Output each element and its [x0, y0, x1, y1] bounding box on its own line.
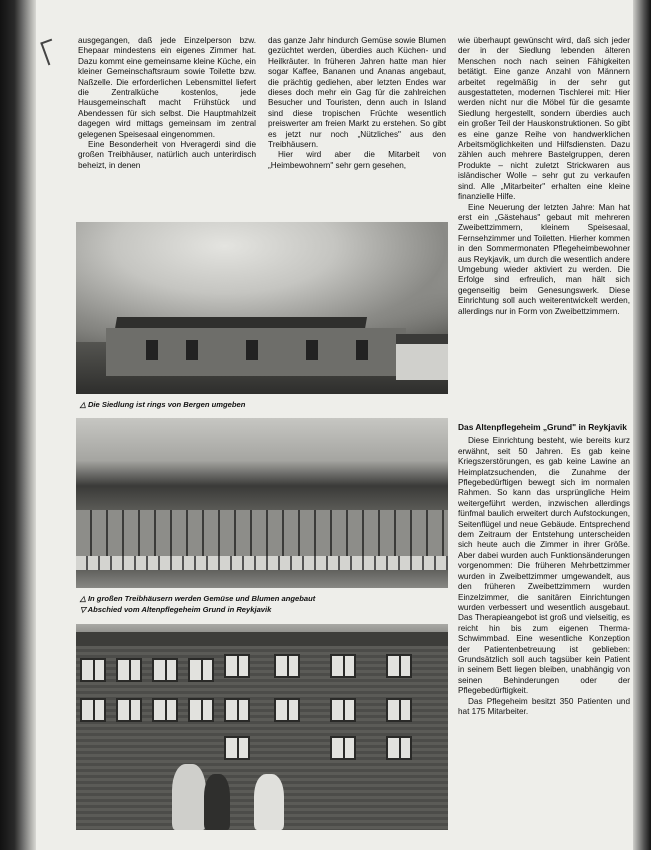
paragraph: Das Pflegeheim besitzt 350 Patienten und hat 175 Mitarbeiter.	[458, 696, 630, 716]
photo-person	[172, 764, 206, 830]
photo-greenhouse-base	[76, 556, 448, 570]
photo-window	[224, 736, 250, 760]
photo-caption: ▽ Abschied vom Altenpflegeheim Grund in Reykjavik	[80, 605, 272, 614]
text-column-1	[78, 36, 256, 214]
text-column-2	[268, 36, 446, 214]
paragraph: das ganze Jahr hindurch Gemüse sowie Blumen gezüchtet werden, überdies auch Küchen- und Heilkräuter. In früheren Jahren hatte man hier sogar Kaffee, Bananen und Ananas angebaut, die prächtig gediehen, aber letzten Endes war dieses doch mehr ein Gag für die zahlreichen Besucher und Touristen, denn auch in Island sind diese tropischen Früchte wesentlich preiswerter am freien Markt zu erstehen. So gibt es jetzt nur noch „Nützliches" aus den Treibhäusern.	[268, 36, 446, 150]
photo-window	[224, 654, 250, 678]
photo-window	[306, 340, 318, 360]
photo-caption: △ In großen Treibhäusern werden Gemüse und Blumen angebaut	[80, 594, 316, 603]
photo-window	[330, 736, 356, 760]
photo-window	[188, 658, 214, 682]
photo-window	[80, 698, 106, 722]
photo-window	[274, 654, 300, 678]
photo-window	[152, 658, 178, 682]
photo-window	[386, 698, 412, 722]
photo-greenhouses	[76, 418, 448, 588]
photo-window	[80, 658, 106, 682]
paragraph: Diese Einrichtung besteht, wie bereits kurz erwähnt, seit 50 Jahren. Es gab keine Kriegszerstörungen, es gab keine Lawine an Heimplatzsuchenden, die Zunahme der Pflegebedürftigen bewegt sich im normalen Rahmen. So kann das ursprüngliche Heim weitergeführt werden, inzwischen allerdings fünfmal baulich erweitert durch Aufstockungen, Seitenflügel und neue Gebäude. Entsprechend dem Zeitraum der Entstehung unterscheiden sich heute auch die Zimmer in ihrer Größe. Aber dabei wurden auch Funktionsänderungen vorgenommen: Die früheren Mehrbettzimmer wurden in Zweibettzimmer umgewandelt, aus den früheren Zweibettzimmern wurden Einzelzimmer, die sanitären Einrichtungen wurden verbessert und wesentlich ausgebaut. Das Therapieangebot ist groß und vielseitig, es reicht hin bis zum eigenen Therma-Schwimmbad. Eine wesentliche Konzeption der Patientenbetreuung ist geblieben: Grundsätzlich soll auch tagsüber kein Patient in seinem Bett liegen bleiben, unabhängig von seinen Behinderungen oder der Pflegebedürftigkeit.	[458, 436, 630, 696]
photo-window	[186, 340, 198, 360]
photo-nursing-home-grund	[76, 624, 448, 830]
photo-window	[274, 698, 300, 722]
photo-window	[116, 698, 142, 722]
photo-building	[396, 344, 448, 380]
paragraph: Eine Neuerung der letzten Jahre: Man hat erst ein „Gästehaus" gebaut mit mehreren Zweibettzimmern, kleinem Speisesaal, Fernsehzimmer und Toiletten. Hierher kommen in den Sommermonaten Pflegeheimbewohner aus Reykjavik, um durch die wesentlich andere Umgebung wieder aktiviert zu werden. Die Erfolge sind erfreulich, man hält sich gegenseitig beim Genesungswerk. Diese Einrichtung soll auch weiterentwickelt werden, allerdings nur in Form von Zweibettzimmern.	[458, 202, 630, 316]
photo-window	[146, 340, 158, 360]
photo-roof	[396, 334, 448, 344]
photo-window	[356, 340, 368, 360]
photo-person	[254, 774, 284, 830]
text-column-3	[458, 36, 630, 420]
text-column-4	[458, 422, 630, 842]
paragraph: wie überhaupt gewünscht wird, daß sich jeder der in der Siedlung lebenden älteren Menschen noch nach seinen Fähigkeiten betätigt. Eine ganze Anzahl von Männern arbeitet regelmäßig in der sehr gut ausgestatteten, modernen Tischlerei mit: Hier werden nicht nur die Möbel für die gesamte Siedlung hergestellt, sondern überdies auch ein großer Teil der Hauskonstruktionen. So gibt es eine ganze Reihe von handwerklichen Arbeitsmöglichkeiten und Hilfsdiensten. Dazu zählen auch mehrere Bastelgruppen, deren Produkte – nicht zuletzt Strickwaren aus isländischer Wolle – sehr gut zu verkaufen sind. Alle „Mitarbeiter" erhalten eine kleine finanzielle Hilfe.	[458, 36, 630, 202]
photo-window	[386, 654, 412, 678]
scan-right-edge	[633, 0, 651, 850]
scan-left-edge	[0, 0, 36, 850]
photo-settlement-mountains	[76, 222, 448, 394]
photo-person	[204, 774, 230, 830]
photo-window	[152, 698, 178, 722]
paragraph: Eine Besonderheit von Hveragerdi sind die großen Treibhäuser, natürlich auch unterirdisch beheizt, in denen	[78, 140, 256, 170]
paragraph: Hier wird aber die Mitarbeit von „Heimbewohnern" sehr gern gesehen,	[268, 150, 446, 170]
photo-greenhouse-glass	[76, 510, 448, 556]
photo-window	[116, 658, 142, 682]
section-heading: Das Altenpflegeheim „Grund" in Reykjavik	[458, 422, 627, 432]
photo-roofline	[76, 632, 448, 646]
photo-window	[224, 698, 250, 722]
photo-window	[330, 654, 356, 678]
photo-window	[330, 698, 356, 722]
photo-caption: △ Die Siedlung ist rings von Bergen umgeben	[80, 400, 246, 409]
photo-window	[386, 736, 412, 760]
paragraph: ausgegangen, daß jede Einzelperson bzw. Ehepaar mindestens ein eigenes Zimmer hat. Dazu kommt eine gemeinsame kleine Küche, ein kleiner Gemeinschaftsraum sowie Toilette bzw. Naßzelle. Die erforderlichen Lebensmittel liefert die Zentralküche kostenlos, jede Hausgemeinschaft macht Frühstück und Abendessen für sich selbst. Die Hauptmahlzeit dagegen wird mittags gemeinsam im zentral gelegenen Speisesaal eingenommen.	[78, 36, 256, 139]
photo-window	[188, 698, 214, 722]
photo-window	[246, 340, 258, 360]
